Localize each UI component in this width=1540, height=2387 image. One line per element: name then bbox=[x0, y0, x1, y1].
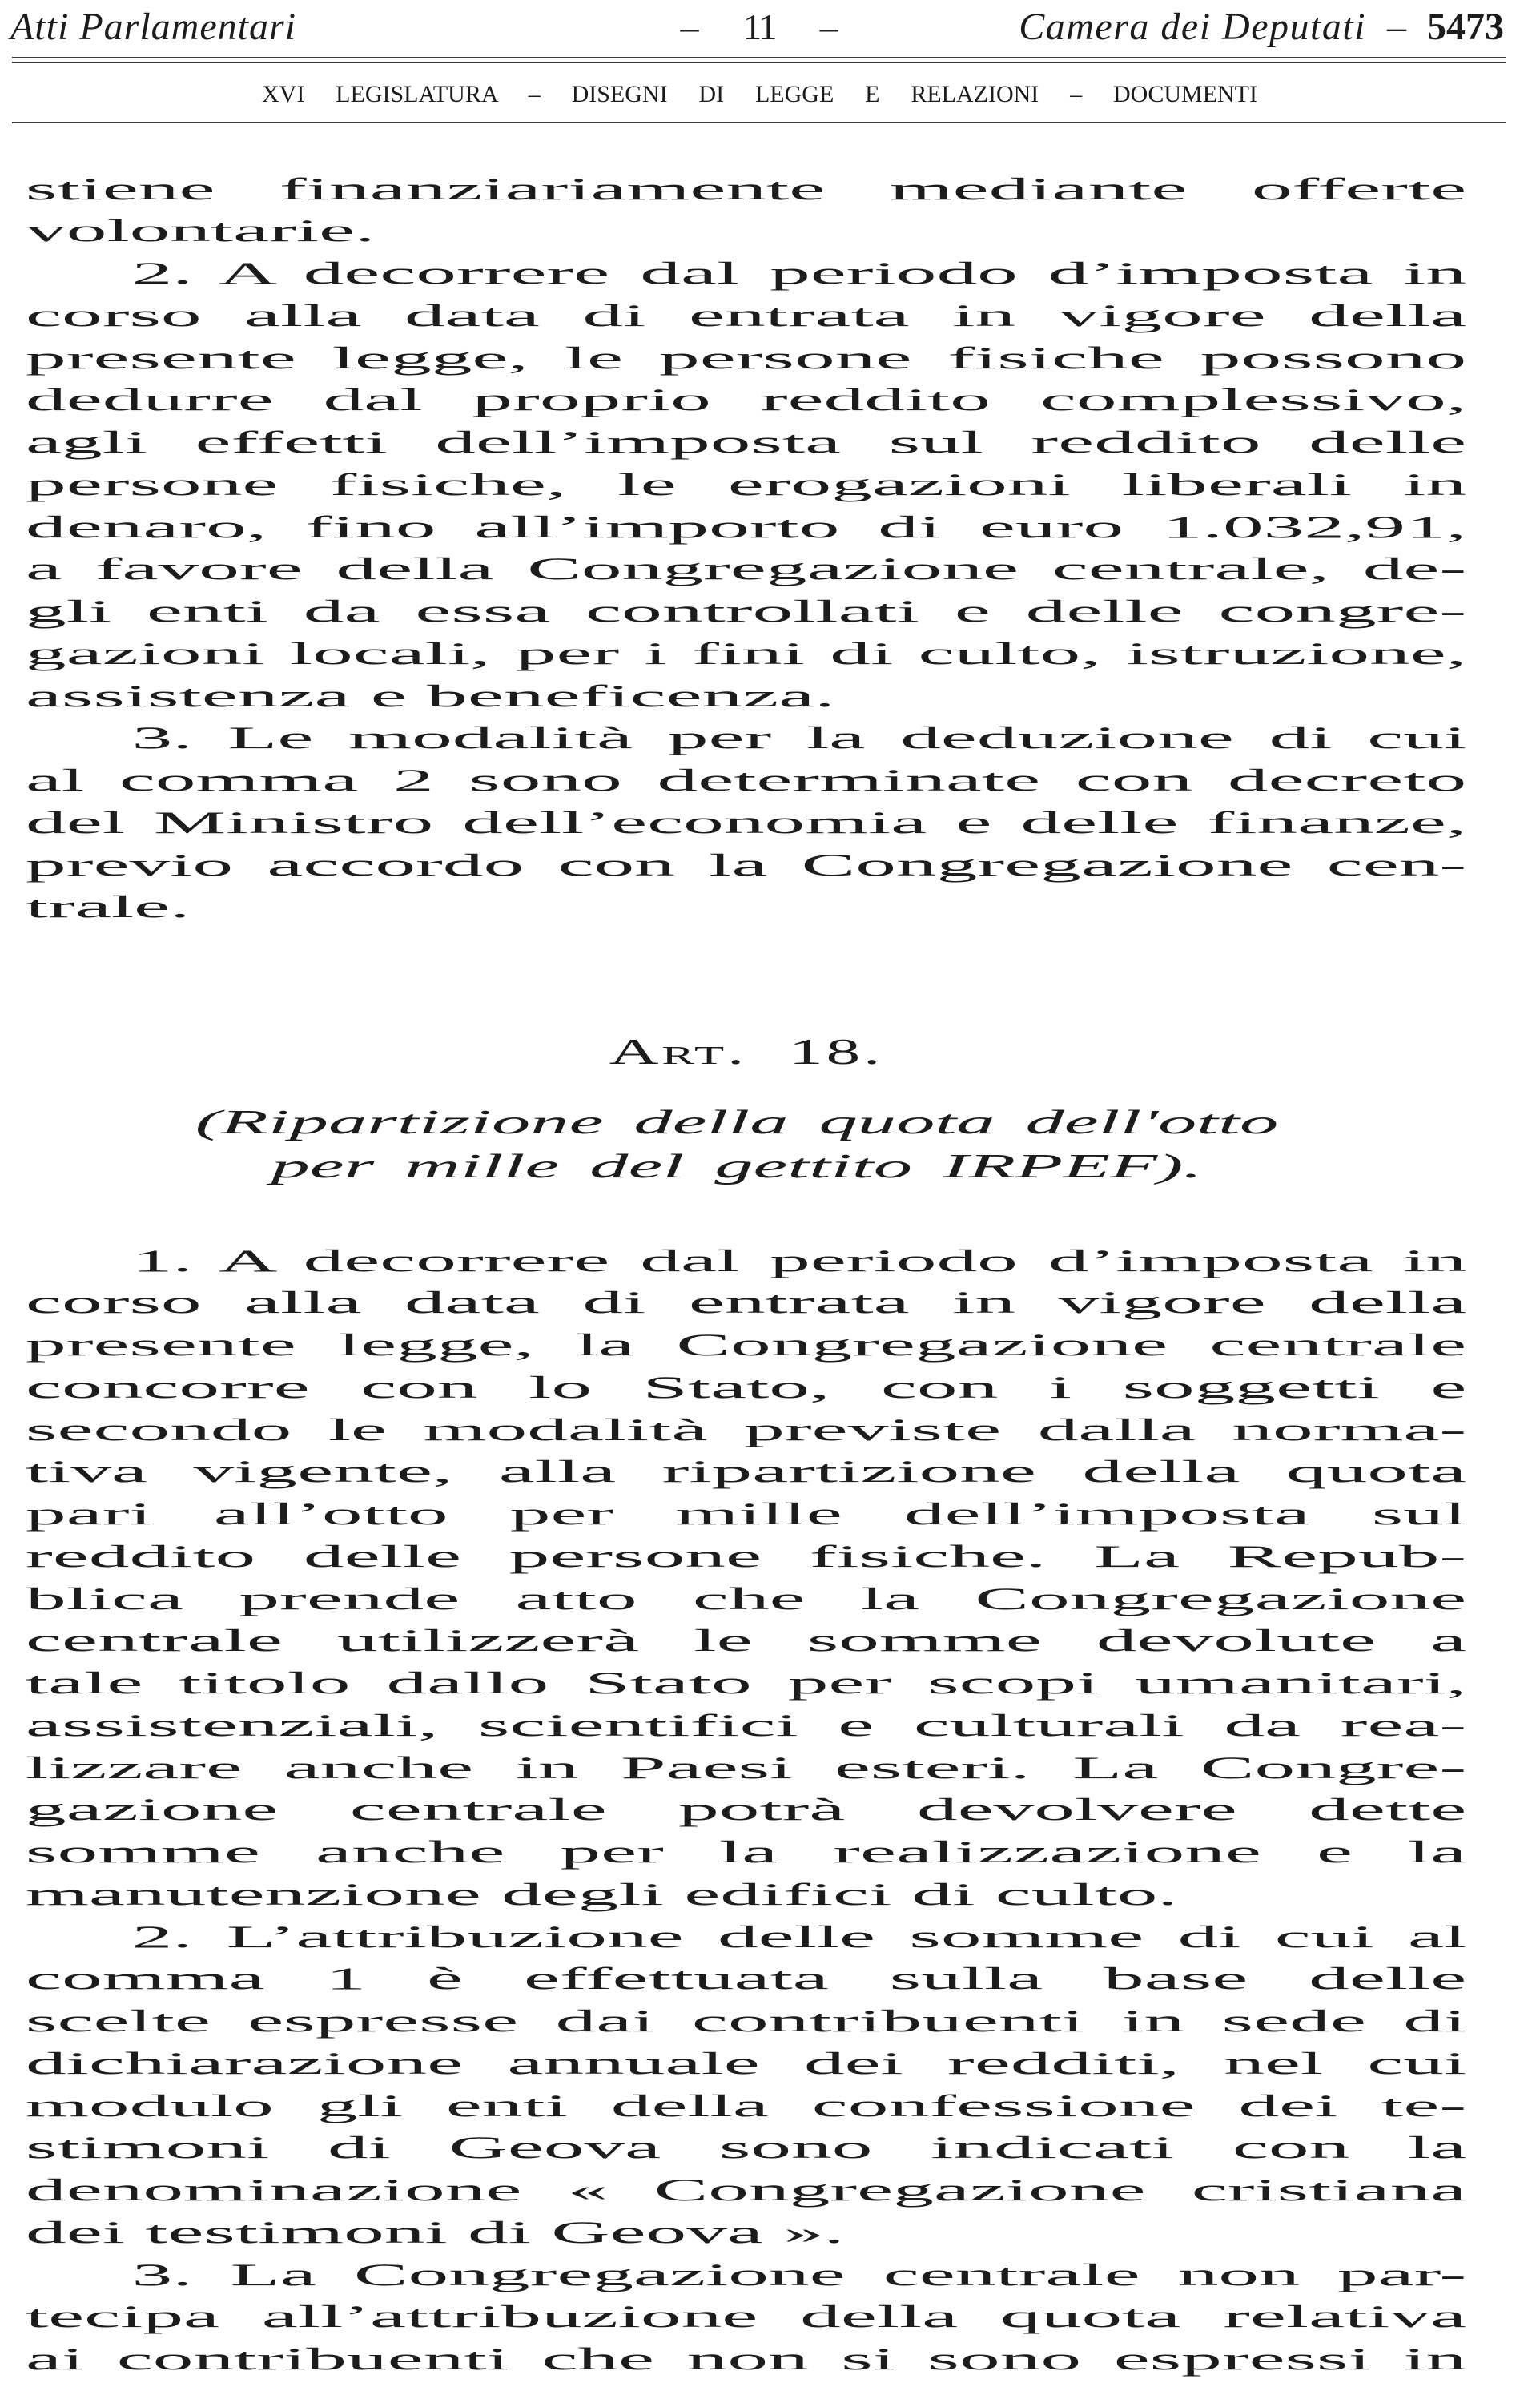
text-line: reddito delle persone fisiche. La Repub- bbox=[26, 1539, 1467, 1574]
text-line: blica prende atto che la Congregazione bbox=[26, 1581, 1467, 1616]
legislature-series: XVI LEGISLATURA – DISEGNI DI LEGGE E RELAZIONI – DOCUMENTI bbox=[262, 81, 1257, 107]
text-line: centrale utilizzerà le somme devolute a bbox=[26, 1624, 1467, 1659]
text-line: somme anche per la realizzazione e la bbox=[26, 1835, 1467, 1870]
text-line: comma 1 è effettuata sulla base delle bbox=[26, 1962, 1467, 1997]
text-line: dedurre dal proprio reddito complessivo, bbox=[26, 383, 1467, 418]
text-line: tale titolo dallo Stato per scopi umanitari, bbox=[26, 1666, 1467, 1701]
page-dash-right: – bbox=[819, 6, 838, 47]
text-line: presente legge, la Congregazione centrale bbox=[26, 1328, 1467, 1363]
text-line: stimoni di Geova sono indicati con la bbox=[26, 2131, 1467, 2166]
text-line: lizzare anche in Paesi esteri. La Congre- bbox=[26, 1750, 1467, 1785]
paragraph-1-start: 1. A decorrere dal periodo d’imposta in bbox=[131, 1243, 1467, 1278]
chamber-reference bbox=[1019, 3, 1504, 51]
text-line: a favore della Congregazione centrale, de- bbox=[26, 552, 1467, 587]
page-dash-left: – bbox=[680, 6, 699, 47]
text-line: dei testimoni di Geova ». bbox=[26, 2215, 845, 2250]
text-line: pari all’otto per mille dell’imposta sul bbox=[26, 1497, 1467, 1532]
header-rule-top bbox=[12, 57, 1506, 58]
text-line: del Ministro dell’economia e delle finanze, bbox=[26, 805, 1467, 840]
article-title-line: per mille del gettito IRPEF). bbox=[271, 1149, 1203, 1185]
header-rule-bottom bbox=[12, 122, 1506, 123]
text-line: ai contribuenti che non si sono espressi in bbox=[26, 2342, 1467, 2377]
text-line: manutenzione degli edifici di culto. bbox=[26, 1877, 1178, 1912]
text-line: secondo le modalità previste dalla norma- bbox=[26, 1412, 1467, 1447]
page-number-value: 11 bbox=[743, 6, 776, 47]
text-line: al comma 2 sono determinate con decreto bbox=[26, 763, 1467, 798]
publication-title: Atti Parlamentari bbox=[10, 6, 296, 48]
article-heading: Art. 18. bbox=[609, 1032, 884, 1072]
text-line: concorre con lo Stato, con i soggetti e bbox=[26, 1370, 1467, 1405]
article-17-tail bbox=[26, 169, 1466, 930]
text-line: previo accordo con la Congregazione cen- bbox=[26, 847, 1467, 883]
text-line: stiene finanziariamente mediante offerte bbox=[26, 171, 1467, 207]
chamber-name: Camera dei Deputati bbox=[1019, 6, 1366, 48]
paragraph-3-start: 3. La Congregazione centrale non par- bbox=[131, 2257, 1467, 2292]
article-title bbox=[0, 1101, 1540, 1189]
paragraph-3-start: 3. Le modalità per la deduzione di cui bbox=[131, 721, 1467, 756]
text-line: corso alla data di entrata in vigore della bbox=[26, 298, 1467, 333]
text-line: tecipa all’attribuzione della quota relativa bbox=[26, 2300, 1467, 2335]
text-line: gazione centrale potrà devolvere dette bbox=[26, 1793, 1467, 1828]
chamber-dash: – bbox=[1387, 6, 1406, 48]
page-number bbox=[677, 3, 842, 51]
text-line: corso alla data di entrata in vigore della bbox=[26, 1286, 1467, 1321]
text-line: denaro, fino all’importo di euro 1.032,91, bbox=[26, 509, 1467, 545]
text-line: presente legge, le persone fisiche possono bbox=[26, 340, 1467, 376]
text-line: tiva vigente, alla ripartizione della quota bbox=[26, 1455, 1467, 1490]
text-line: assistenziali, scientifici e culturali da rea- bbox=[26, 1708, 1467, 1743]
text-line: gli enti da essa controllati e delle congre- bbox=[26, 594, 1467, 629]
text-line: scelte espresse dai contribuenti in sede di bbox=[26, 2004, 1467, 2039]
text-line: gazioni locali, per i fini di culto, istruzione, bbox=[26, 636, 1467, 671]
text-line: volontarie. bbox=[26, 214, 376, 249]
text-line: denominazione « Congregazione cristiana bbox=[26, 2173, 1467, 2208]
text-line: assistenza e beneficenza. bbox=[26, 678, 835, 714]
paragraph-2-start: 2. L’attribuzione delle somme di cui al bbox=[131, 1919, 1467, 1954]
text-line: modulo gli enti della confessione dei te- bbox=[26, 2088, 1467, 2123]
document-number: 5473 bbox=[1427, 6, 1504, 48]
article-18-body bbox=[26, 1241, 1466, 2381]
paragraph-2-start: 2. A decorrere dal periodo d’imposta in bbox=[131, 256, 1467, 291]
text-line: trale. bbox=[26, 890, 191, 925]
header-rule-top-double bbox=[12, 62, 1506, 63]
article-title-line: (Ripartizione della quota dell'otto bbox=[195, 1105, 1279, 1141]
text-line: dichiarazione annuale dei redditi, nel cui bbox=[26, 2046, 1467, 2081]
text-line: agli effetti dell’imposta sul reddito delle bbox=[26, 425, 1467, 460]
text-line: persone fisiche, le erogazioni liberali in bbox=[26, 467, 1467, 502]
